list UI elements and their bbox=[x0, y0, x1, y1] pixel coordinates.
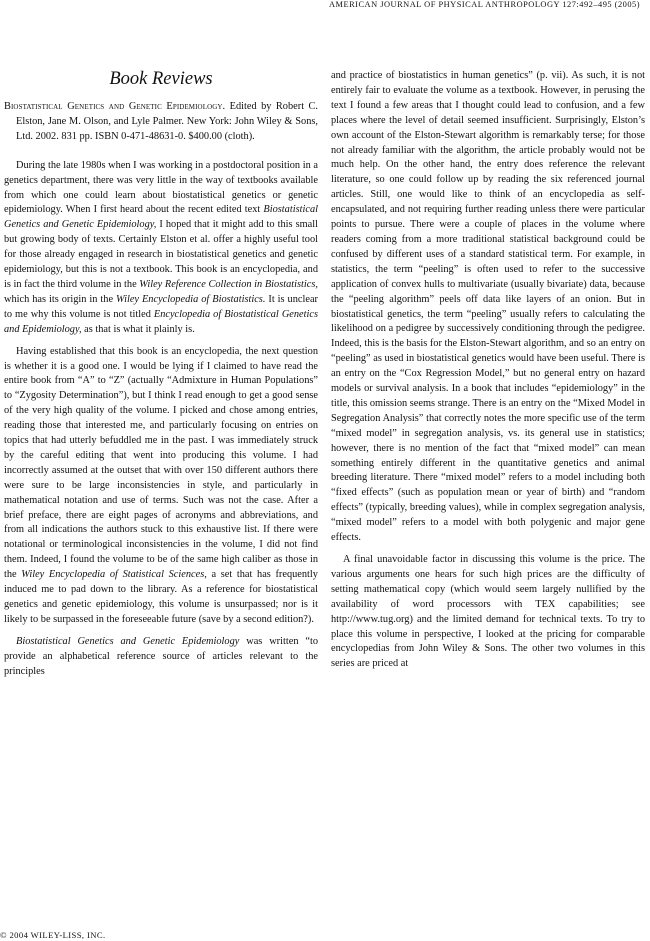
right-column bbox=[331, 69, 645, 672]
italic-run: Biostatistical Genetics and Genetic Epidemiology, bbox=[4, 204, 318, 231]
body-paragraph bbox=[4, 159, 318, 338]
text-run: as that is what it plainly is. bbox=[81, 323, 195, 335]
left-body bbox=[4, 159, 318, 680]
text-run: During the late 1980s when I was working in a postdoctoral position in a genetics department, there was very little in the way of textbooks available from which one could learn about biostatistical genetics or genetic epidemiology. When I first heard about the recent edited text bbox=[4, 159, 318, 216]
body-paragraph bbox=[4, 635, 318, 680]
book-details: Edited by Robert C. Elston, Jane M. Olson, and Lyle Palmer. New York: John Wiley & Sons, Ltd. 2002. 831 pp. ISBN 0-471-48631-0. $400.00 (cloth). bbox=[16, 101, 318, 142]
left-column bbox=[4, 68, 318, 680]
text-run: A final unavoidable factor in discussing this volume is the price. The various arguments one hears for such high prices are the difficulty of setting mathematical copy (which would seem largely nullified by the availability of word processors with TEX capabilities; see http://www.tug.org) and the limited demand for technical texts. To try to place this volume in perspective, I looked at the pricing for comparable encyclopedias from John Wiley & Sons. The other two volumes in this series are priced at bbox=[331, 554, 645, 670]
italic-run: Wiley Reference Collection in Biostatistics, bbox=[139, 278, 319, 290]
text-run: a set that has frequently induced me to pad down to the library. As a reference for biostatistical genetics and genetic epidemiology, this volume is unsurpassed; nor is it likely to be surpassed in the foreseeable future (save by a second edition?). bbox=[4, 569, 318, 625]
text-run: and practice of biostatistics in human genetics” (p. vii). As such, it is not entirely fair to evaluate the volume as a textbook. However, in perusing the text I found a few areas that I thought could lead to confusion, and a few places where the level of detail seemed insufficient. Surprisingly, Elston’s own account of the Elston-Stewart algorithm is remarkably terse; for those not already familiar with the algorithm, the article probably would not be much help. On the other hand, the entry does reference the relevant literature, so one could follow up by reading the six referenced journal articles. Still, one would like to think of an encyclopedia as self-encapsulated, and not requiring further reading unless there were particular points to pursue. There were a couple of places in the volume where readers coming from a more traditional statistical background could be confused by different uses of a standard statistical term. For example, in statistics, the term “peeling” is often used to refer to the successive application of convex hulls to multivariate (usually bivariate) data, because the “peeling algorithm” peels off data like layers of an onion. But in biostatistical genetics, the term “peeling” usually refers to calculating the likelihood on a pedigree by successively conditioning through the pedigree. Indeed, this is the basis for the Elston-Stewart algorithm, and so an entry on “peeling” as used in biostatistical genetics would have been useful. There is an entry on the “Cox Regression Model,” but no general entry on hazard models or survival analysis. In a book that includes “epidemiology” in the title, this omission seems strange. There is an entry on the “Mixed Model in Segregation Analysis” that correctly notes the more specific use of the term “mixed model” in segregation analysis, vs. its general use in statistics; however, there is no mention of the fact that “mixed model” can mean something entirely different in the quantitative genetics and animal breeding literature. There “mixed model” refers to a model including both “fixed effects” (such as population mean or year of birth) and “random effects” (typically, breeding values), while in complex segregation analysis, “mixed model” refers to a model with both polygenic and major gene effects. bbox=[331, 70, 645, 544]
text-run: I hoped that it might add to this small but growing body of texts. Certainly Elston et al. offer a highly useful tool for those already engaged in research in biostatistical genetics and genetic epidemiology, but this is not a textbook. This book is an encyclopedia, and is in fact the third volume in the bbox=[4, 219, 318, 290]
italic-run: Biostatistical Genetics and Genetic Epidemiology bbox=[16, 635, 240, 647]
body-paragraph bbox=[331, 553, 645, 672]
text-run: Having established that this book is an encyclopedia, the next question is whether it is a good one. I would be lying if I claimed to have read the entire book from “A” to “Z” (actually “Admixture in Human Populations” to “Zygosity Determination”), but I think I read enough to get a good sense of the very high quality of the volume. I picked and chose among entries, reading those that interested me, and particularly focusing on entries on topics that had utterly befuddled me in the past. I was immediately struck by the careful editing that went into producing this volume. I had incorrectly assumed at the outset that with over 150 different authors there were sure to be large inconsistencies in style, and particularly in mathematical notation and use of terms. Such was not the case. After a brief preface, there are eight pages of acronyms and abbreviations, and from all indications the authors stuck to this exhaustive list. If there were notational or terminological inconsistencies in the volume, I did not find them. Indeed, I found the volume to be of the same high caliber as those in the bbox=[4, 345, 318, 581]
italic-run: Wiley Encyclopedia of Biostatistics. bbox=[116, 293, 266, 305]
book-title: Biostatistical Genetics and Genetic Epidemiology. bbox=[4, 101, 226, 112]
running-head: AMERICAN JOURNAL OF PHYSICAL ANTHROPOLOGY 127:492–495 (2005) bbox=[328, 0, 640, 9]
body-paragraph bbox=[331, 69, 645, 546]
italic-run: Encyclopedia of Biostatistical Genetics and Epidemiology, bbox=[4, 308, 319, 335]
text-run: It is unclear to me why this volume is not titled bbox=[4, 293, 318, 320]
italic-run: Wiley Encyclopedia of Statistical Sciences, bbox=[21, 569, 207, 581]
section-title: Book Reviews bbox=[109, 69, 213, 89]
text-run: was written “to provide an alphabetical reference source of articles relevant to the principles bbox=[4, 635, 318, 677]
book-citation bbox=[4, 100, 318, 145]
body-paragraph bbox=[4, 345, 318, 628]
right-body bbox=[331, 69, 645, 672]
copyright-notice: © 2004 WILEY-LISS, INC. bbox=[0, 930, 106, 940]
text-run: which has its origin in the bbox=[4, 293, 117, 305]
